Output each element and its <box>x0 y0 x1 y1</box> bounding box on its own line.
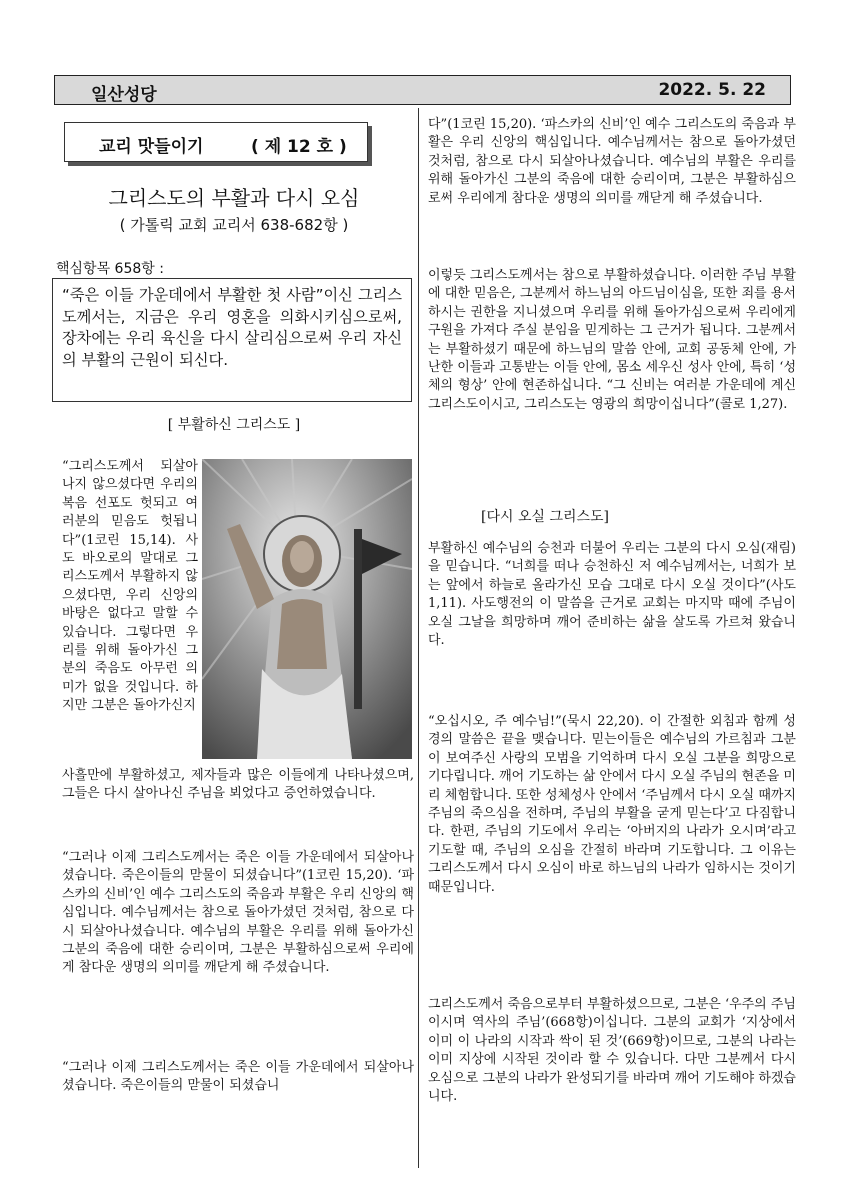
article-subtitle: ( 가톨릭 교회 교리서 638-682항 ) <box>119 216 349 234</box>
paragraph-second-coming: 부활하신 예수님의 승천과 더불어 우리는 그분의 다시 오심(재림)을 믿습니다. “너희를 떠나 승천하신 저 예수님께서는, 너희가 보는 앞에서 하늘로 올라가신 모습 그대로 다시 오실 것이다”(사도 1,11). 사도행전의 이 말씀을 근거로 교회는 마지막 때에 주님이 오실 그날을 희망하며 깨어 준비하는 삶을 살도록 가르쳐 왔습니다. <box>428 541 796 649</box>
paragraph-lord-of-history: 그리스도께서 죽음으로부터 부활하셨으므로, 그분은 ‘우주의 주님이시며 역사의 주님’(668항)이십니다. 그분의 교회가 ‘지상에서 이미 이 나라의 시작과 싹이 된 것’(669항)이므로, 그분의 나라는 이미 지상에 시작된 것이라 할 수 있습니다. 다만 그분께서 다시 오심으로 그분의 나라가 완성되기를 바라며 깨어 기도해야 하겠습니다. <box>428 997 796 1105</box>
key-item-label: 핵심항목 658항 : <box>56 261 164 277</box>
paragraph-right-continuation: 다”(1코린 15,20). ‘파스카의 신비’인 예수 그리스도의 죽음과 부활은 우리 신앙의 핵심입니다. 예수님께서는 참으로 돌아가셨던 것처럼, 참으로 다시 되살아나셨습니다. 예수님의 부활은 우리를 위해 돌아가신 그분의 죽음에 대한 승리이며, 그분은 부활하심으로써 우리에게 참다운 생명의 의미를 깨닫게 해 주셨습니다. <box>428 117 796 206</box>
risen-christ-mosaic-image <box>202 459 412 759</box>
parish-name: 일산성당 <box>91 85 157 105</box>
article-title: 그리스도의 부활과 다시 오심 <box>108 186 360 210</box>
paragraph-come-lord-jesus: “오십시오, 주 예수님!”(묵시 22,20). 이 간절한 외침과 함께 성경의 말씀은 끝을 맺습니다. 믿는이들은 예수님의 가르침과 그분이 보여주신 사랑의 모범을 기억하며 다시 오실 그분을 희망으로 기다립니다. 깨어 기도하는 삶 안에서 다시 오실 주님의 현존을 미리 체험합니다. 또한 성체성사 안에서 ‘주님께서 다시 오실 때까지 주님의 죽으심을 전하며, 주님의 부활을 굳게 믿는다’고 다짐합니다. 한편, 주님의 기도에서 우리는 ‘아버지의 나라가 오시며’라고 기도할 때, 주님의 오심을 간절히 바라며 기도합니다. 그 이유는 그리스도께서 다시 오심이 바로 하느님의 나라가 임하시는 것이기 때문입니다. <box>428 714 796 895</box>
series-label: 교리 맛들이기 <box>99 137 204 157</box>
key-text: “죽은 이들 가운데에서 부활한 첫 사람”이신 그리스도께서는, 지금은 우리 영혼을 의화시키심으로써, 장차에는 우리 육신을 다시 살리심으로써 우리 자신의 부활의 근원이 되신다. <box>62 286 402 369</box>
issue-label: ( 제 12 호 ) <box>251 137 347 157</box>
series-box <box>64 122 368 162</box>
paragraph-easter-mystery: “그러나 이제 그리스도께서는 죽은 이들 가운데에서 되살아나셨습니다. 죽은이들의 맏물이 되셨습니다”(1코린 15,20). ‘파스카의 신비’인 예수 그리스도의 죽음과 부활은 우리 신앙의 핵심입니다. 예수님께서는 참으로 돌아가셨던 것처럼, 참으로 다시 되살아나셨습니다. 예수님의 부활은 우리를 위해 돌아가신 그분의 죽음에 대한 승리이며, 그분은 부활하심으로써 우리에게 참다운 생명의 의미를 깨닫게 해 주셨습니다. <box>62 850 414 976</box>
paragraph-faith-in-resurrection: 이렇듯 그리스도께서는 참으로 부활하셨습니다. 이러한 주님 부활에 대한 믿음은, 그분께서 하느님의 아드님이심을, 또한 죄를 용서하시는 권한을 지니셨으며 우리를 위해 돌아가심으로써 우리에게 구원을 가져다 주실 분임을 믿게하는 그 근거가 됩니다. 그분께서는 부활하셨기 때문에 하느님의 말씀 안에, 교회 공동체 안에, 가난한 이들과 고통받는 이들 안에, 몸소 세우신 성사 안에, 특히 ‘성체의 형상’ 안에 현존하십니다. “그 신비는 여러분 가운데에 계신 그리스도이시고, 그리스도는 영광의 희망이십니다”(콜로 1,27). <box>428 268 796 412</box>
mosaic-illustration <box>202 459 412 759</box>
column-divider <box>418 108 419 1168</box>
section-heading-second-coming: [다시 오실 그리스도] <box>480 509 610 525</box>
key-text-box <box>52 278 412 402</box>
paragraph-beside-image: “그리스도께서 되살아나지 않으셨다면 우리의 복음 선포도 헛되고 여러분의 믿음도 헛됩니다”(1코린 15,14). 사도 바오로의 말대로 그리스도께서 부활하지 않으셨다면, 우리 신앙의 바탕은 없다고 말할 수 있습니다. 그렇다면 우리를 위해 돌아가신 그분의 죽음도 아무런 의미가 없을 것입니다. 하지만 그분은 돌아가신지 <box>62 459 198 714</box>
bulletin-date: 2022. 5. 22 <box>658 80 766 100</box>
section-heading-risen: [ 부활하신 그리스도 ] <box>167 417 301 433</box>
bulletin-header <box>54 75 791 105</box>
paragraph-below-image: 사흘만에 부활하셨고, 제자들과 많은 이들에게 나타나셨으며, 그들은 다시 살아나신 주님을 뵈었다고 증언하였습니다. <box>62 768 414 802</box>
paragraph-repeated-quote: “그러나 이제 그리스도께서는 죽은 이들 가운데에서 되살아나셨습니다. 죽은이들의 맏물이 되셨습니 <box>62 1060 414 1094</box>
